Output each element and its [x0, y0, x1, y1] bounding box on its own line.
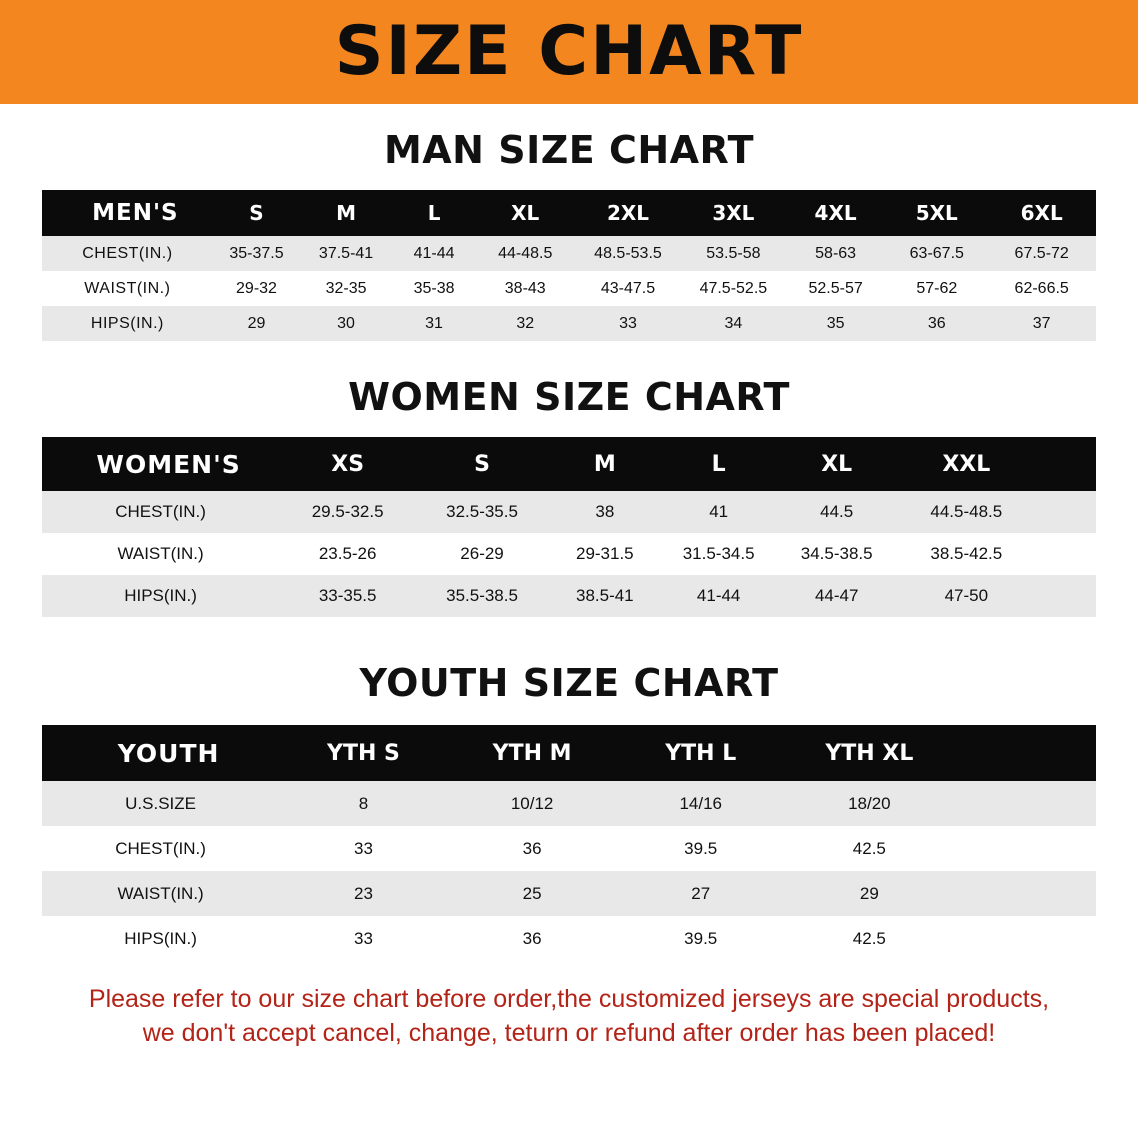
women-cell-1-1: 26-29 [460, 544, 504, 563]
man-cell-2-0: 29 [247, 314, 266, 332]
youth-header-row [42, 725, 1096, 781]
women-cell-2-5: 47-50 [944, 586, 989, 605]
youth-cell-3-2: 39.5 [684, 928, 718, 948]
footer-note-line-1: Please refer to our size chart before order,the customized jerseys are special products, [88, 985, 1050, 1013]
women-cell-0-0: 29.5-32.5 [311, 502, 384, 521]
man-cell-1-6: 52.5-57 [808, 279, 863, 297]
youth-header-cell-1: YTH S [327, 740, 400, 766]
women-header-row [42, 437, 1096, 491]
footer-note [40, 983, 1098, 1051]
youth-cell-2-1: 25 [522, 883, 542, 903]
women-header-cell-4: L [711, 451, 726, 477]
man-section-title: MAN SIZE CHART [383, 128, 755, 172]
women-section-title: WOMEN SIZE CHART [348, 375, 790, 419]
youth-cell-3-1: 36 [522, 928, 542, 948]
women-cell-0-5: 44.5-48.5 [930, 502, 1003, 521]
man-cell-2-3: 32 [516, 314, 535, 332]
man-cell-1-0: 29-32 [236, 279, 277, 297]
man-header-cell-4: XL [511, 201, 540, 225]
youth-cell-3-spacer [954, 916, 1096, 961]
man-cell-0-1: 37.5-41 [318, 244, 374, 262]
youth-row-label-2: WAIST(IN.) [117, 883, 204, 903]
youth-cell-2-3: 29 [859, 883, 879, 903]
women-cell-1-4: 34.5-38.5 [800, 544, 873, 563]
youth-cell-3-3: 42.5 [852, 928, 886, 948]
youth-header-cell-3: YTH L [665, 740, 737, 766]
women-row-label-0: CHEST(IN.) [115, 502, 206, 521]
man-cell-2-2: 31 [425, 314, 443, 332]
youth-table-wrap [42, 725, 1096, 961]
man-header-row [42, 190, 1096, 236]
women-cell-0-4: 44.5 [820, 502, 854, 521]
table-row [42, 236, 1096, 271]
women-cell-1-5: 38.5-42.5 [930, 544, 1003, 563]
youth-header-cell-0: YOUTH [117, 738, 220, 768]
table-row [42, 871, 1096, 916]
man-cell-0-6: 58-63 [815, 244, 857, 262]
man-cell-2-7: 36 [927, 314, 946, 332]
man-header-cell-5: 2XL [606, 201, 650, 225]
table-row [42, 271, 1096, 306]
man-row-label-0: CHEST(IN.) [82, 244, 173, 262]
man-header-cell-8: 5XL [915, 201, 958, 225]
youth-section-title: YOUTH SIZE CHART [359, 661, 779, 705]
women-table-wrap [42, 437, 1096, 617]
women-size-table [42, 437, 1096, 617]
youth-cell-1-3: 42.5 [852, 838, 886, 858]
youth-cell-3-0: 33 [354, 928, 373, 948]
page-title: SIZE CHART [334, 12, 804, 91]
youth-cell-0-1: 10/12 [510, 793, 554, 813]
man-cell-1-2: 35-38 [413, 279, 455, 297]
women-header-cell-2: S [474, 451, 490, 477]
man-cell-1-7: 57-62 [916, 279, 958, 297]
table-row [42, 916, 1096, 961]
women-header-cell-0: WOMEN'S [96, 449, 241, 479]
women-cell-2-1: 35.5-38.5 [446, 586, 518, 605]
women-header-cell-1: XS [331, 451, 365, 477]
women-cell-1-2: 29-31.5 [575, 544, 634, 563]
footer-note-line-2: we don't accept cancel, change, teturn or refund after order has been placed! [142, 1018, 996, 1047]
women-cell-2-4: 44-47 [814, 586, 859, 605]
table-row [42, 575, 1096, 617]
women-row-label-2: HIPS(IN.) [124, 586, 197, 605]
man-cell-2-8: 37 [1032, 314, 1051, 332]
man-cell-2-4: 33 [619, 314, 637, 332]
women-cell-1-0: 23.5-26 [318, 544, 377, 563]
man-cell-2-1: 30 [337, 314, 355, 332]
youth-cell-2-2: 27 [691, 883, 711, 903]
man-header-cell-2: M [336, 201, 357, 225]
table-row [42, 533, 1096, 575]
man-cell-0-7: 63-67.5 [909, 244, 964, 262]
table-row [42, 826, 1096, 871]
women-cell-0-3: 41 [709, 502, 729, 521]
youth-cell-1-1: 36 [522, 838, 542, 858]
man-header-cell-7: 4XL [814, 201, 857, 225]
women-cell-0-2: 38 [595, 502, 615, 521]
youth-header-spacer [954, 725, 1096, 781]
women-cell-0-spacer [1035, 491, 1096, 533]
youth-cell-0-3: 18/20 [848, 793, 891, 813]
youth-cell-1-0: 33 [354, 838, 373, 858]
man-row-label-1: WAIST(IN.) [84, 279, 171, 297]
women-header-cell-3: M [593, 451, 616, 477]
man-size-table [42, 190, 1096, 341]
man-cell-0-3: 44-48.5 [498, 244, 553, 262]
man-cell-0-8: 67.5-72 [1014, 244, 1069, 262]
youth-cell-0-2: 14/16 [679, 793, 722, 813]
man-header-cell-9: 6XL [1020, 201, 1063, 225]
man-header-cell-6: 3XL [712, 201, 755, 225]
youth-row-label-3: HIPS(IN.) [124, 928, 197, 948]
man-cell-1-4: 43-47.5 [600, 279, 656, 297]
women-cell-1-spacer [1035, 533, 1096, 575]
man-cell-1-8: 62-66.5 [1014, 279, 1069, 297]
youth-size-table [42, 725, 1096, 961]
women-header-spacer [1035, 437, 1096, 491]
table-row [42, 781, 1096, 826]
women-header-cell-5: XL [821, 451, 853, 477]
table-row [42, 306, 1096, 341]
women-cell-2-0: 33-35.5 [318, 586, 377, 605]
women-header-cell-6: XXL [942, 451, 991, 477]
youth-cell-1-spacer [954, 826, 1096, 871]
man-cell-2-5: 34 [724, 314, 743, 332]
man-cell-0-0: 35-37.5 [229, 244, 284, 262]
youth-cell-0-0: 8 [358, 793, 369, 813]
man-cell-0-2: 41-44 [413, 244, 455, 262]
women-cell-1-3: 31.5-34.5 [682, 544, 755, 563]
man-cell-0-4: 48.5-53.5 [594, 244, 662, 262]
women-cell-0-1: 32.5-35.5 [446, 502, 518, 521]
table-row [42, 491, 1096, 533]
man-header-cell-3: L [427, 201, 441, 225]
youth-header-cell-2: YTH M [492, 740, 572, 766]
man-cell-2-6: 35 [826, 314, 845, 332]
youth-row-label-0: U.S.SIZE [125, 793, 196, 813]
man-cell-1-3: 38-43 [504, 279, 546, 297]
youth-cell-0-spacer [954, 781, 1096, 826]
youth-cell-1-2: 39.5 [684, 838, 718, 858]
man-header-cell-1: S [249, 201, 264, 225]
youth-cell-2-spacer [954, 871, 1096, 916]
youth-cell-2-0: 23 [354, 883, 373, 903]
man-table-wrap [42, 190, 1096, 341]
man-cell-1-5: 47.5-52.5 [699, 279, 768, 297]
man-row-label-2: HIPS(IN.) [90, 314, 164, 332]
banner [0, 0, 1138, 104]
women-cell-2-2: 38.5-41 [575, 586, 634, 605]
man-header-cell-0: MEN'S [92, 200, 179, 226]
youth-row-label-1: CHEST(IN.) [115, 838, 206, 858]
women-row-label-1: WAIST(IN.) [117, 544, 204, 563]
man-cell-1-1: 32-35 [325, 279, 367, 297]
youth-header-cell-4: YTH XL [825, 740, 914, 766]
women-cell-2-spacer [1035, 575, 1096, 617]
man-cell-0-5: 53.5-58 [706, 244, 761, 262]
women-cell-2-3: 41-44 [696, 586, 741, 605]
